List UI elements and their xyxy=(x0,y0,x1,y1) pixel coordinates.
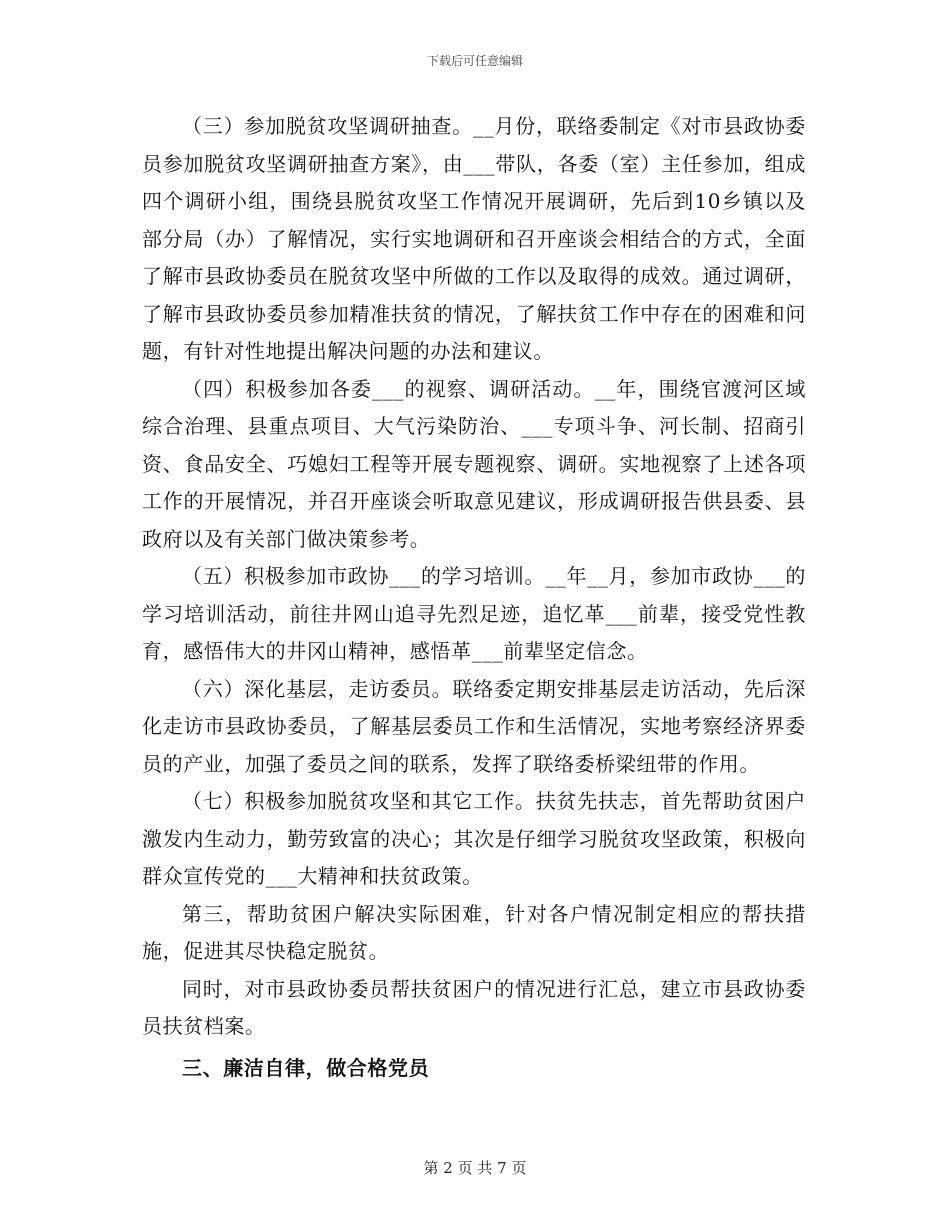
paragraph-meanwhile: 同时，对市县政协委员帮扶贫困户的情况进行汇总，建立市县政协委员扶贫档案。 xyxy=(142,976,806,1038)
paragraph-section-5: （五）积极参加市政协___的学习培训。__年__月，参加市政协___的学习培训活动，前往井网山追寻先烈足迹，追忆革___前辈，接受党性教育，感悟伟大的井冈山精神，感悟革___前辈坚定信念。 xyxy=(142,564,806,663)
page-footer: 第 2 页 共 7 页 xyxy=(423,1159,527,1177)
section-heading: 三、廉洁自律，做合格党员 xyxy=(182,1055,430,1080)
paragraph-section-3: （三）参加脱贫攻坚调研抽查。__月份，联络委制定《对市县政协委员参加脱贫攻坚调研抽查方案》，由___带队，各委（室）主任参加，组成四个调研小组，围绕县脱贫攻坚工作情况开展调研，先后到10乡镇以及部分局（办）了解情况，实行实地调研和召开座谈会相结合的方式，全面了解市县政协委员在脱贫攻坚中所做的工作以及取得的成效。通过调研，了解市县政协委员参加精准扶贫的情况，了解扶贫工作中存在的困难和问题，有针对性地提出解决问题的办法和建议。 xyxy=(142,114,806,363)
paragraph-section-6: （六）深化基层，走访委员。联络委定期安排基层走访活动，先后深化走访市县政协委员，了解基层委员工作和生活情况，实地考察经济界委员的产业，加强了委员之间的联系，发挥了联络委桥梁纽带的作用。 xyxy=(142,676,806,776)
document-body xyxy=(142,108,806,1087)
page-header: 下载后可任意编辑 xyxy=(426,54,523,68)
paragraph-section-7: （七）积极参加脱贫攻坚和其它工作。扶贫先扶志，首先帮助贫困户激发内生动力，勤劳致富的决心；其次是仔细学习脱贫攻坚政策，积极向群众宣传党的___大精神和扶贫政策。 xyxy=(142,789,806,888)
paragraph-section-4: （四）积极参加各委___的视察、调研活动。__年，围绕官渡河区域综合治理、县重点项目、大气污染防治、___专项斗争、河长制、招商引资、食品安全、巧媳妇工程等开展专题视察、调研。实地视察了上述各项工作的开展情况，并召开座谈会听取意见建议，形成调研报告供县委、县政府以及有关部门做决策参考。 xyxy=(142,376,806,551)
paragraph-third: 第三，帮助贫困户解决实际困难，针对各户情况制定相应的帮扶措施，促进其尽快稳定脱贫。 xyxy=(142,901,806,963)
